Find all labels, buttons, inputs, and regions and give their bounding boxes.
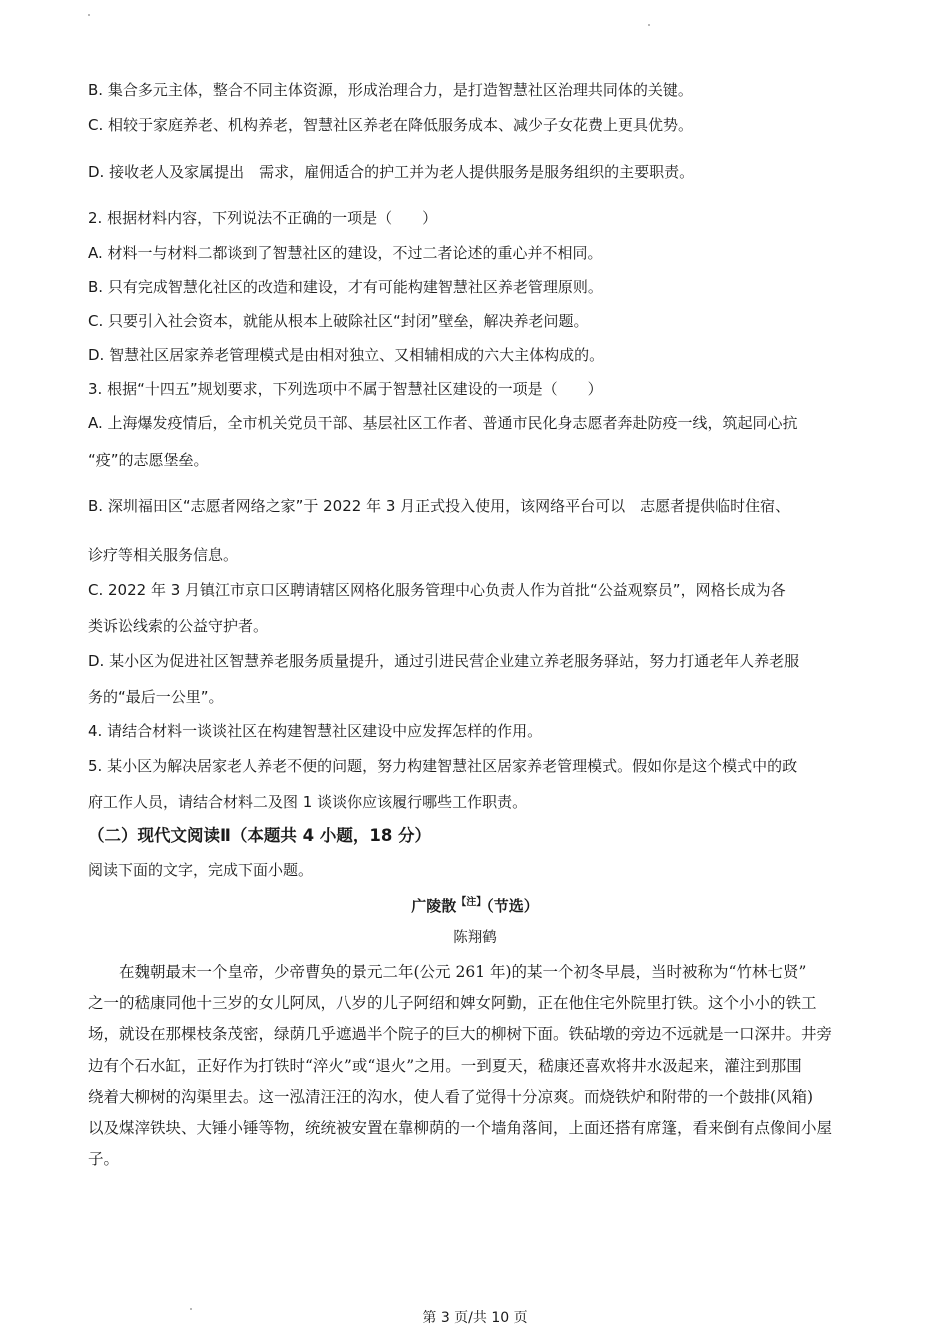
- option-3c-line1: C. 2022 年 3 月镇江市京口区聘请辖区网格化服务管理中心负责人作为首批“公益观察员”，网格长成为各: [88, 581, 786, 599]
- option-2d: D. 智慧社区居家养老管理模式是由相对独立、又相辅相成的六大主体构成的。: [88, 346, 605, 364]
- article-line: 之一的嵇康同他十三岁的女儿阿凤，八岁的儿子阿绍和婢女阿勤，正在他住宅外院里打铁。这个小小的铁工: [88, 994, 817, 1012]
- scan-mark: [88, 14, 90, 16]
- option-3b-line1: B. 深圳福田区“志愿者网络之家”于 2022 年 3 月正式投入使用，该网络平台可以 志愿者提供临时住宿、: [88, 497, 791, 515]
- option-3c-line2: 类诉讼线索的公益守护者。: [88, 617, 269, 635]
- option-3a-line1: A. 上海爆发疫情后，全市机关党员干部、基层社区工作者、普通市民化身志愿者奔赴防疫一线，筑起同心抗: [88, 414, 798, 432]
- section-heading: （二）现代文阅读Ⅱ（本题共 4 小题，18 分）: [88, 826, 432, 845]
- page-footer: 第 3 页/共 10 页: [422, 1310, 528, 1326]
- option-3d-line2: 务的“最后一公里”。: [88, 688, 224, 706]
- article-line: 以及煤滓铁块、大锤小锤等物，统统被安置在靠柳荫的一个墙角落间，上面还搭有席篷，看来倒有点像间小屋: [88, 1119, 833, 1138]
- article-paragraph: [88, 957, 866, 988]
- article-title: [0, 893, 950, 916]
- article-title-text: 广陵散: [411, 897, 457, 915]
- article-line: 在魏朝最末一个皇帝，少帝曹奂的景元二年(公元 261 年)的某一个初冬早晨，当时被称为“竹林七贤”: [119, 963, 807, 981]
- article-author: 陈翔鹤: [453, 930, 497, 946]
- question-5-line1: 5. 某小区为解决居家老人养老不便的问题，努力构建智慧社区居家养老管理模式。假如你是这个模式中的政: [88, 757, 798, 775]
- option-2a: A. 材料一与材料二都谈到了智慧社区的建设，不过二者论述的重心并不相同。: [88, 244, 603, 262]
- note-mark: 【注】: [456, 897, 487, 908]
- question-5-line2: 府工作人员，请结合材料二及图 1 谈谈你应该履行哪些工作职责。: [88, 793, 528, 811]
- option-3a-line2: “疫”的志愿堡垒。: [88, 451, 209, 469]
- article-line: 场，就设在那棵枝条茂密，绿荫几乎遮過半个院子的巨大的柳树下面。铁砧墩的旁边不远就是一口深井。井旁: [88, 1025, 833, 1044]
- reading-instruction: 阅读下面的文字，完成下面小题。: [88, 861, 314, 879]
- article-title-suffix: （节选）: [486, 897, 539, 915]
- question-3-stem: 3. 根据“十四五”规划要求，下列选项中不属于智慧社区建设的一项是（ ）: [88, 380, 603, 398]
- option-1b: B. 集合多元主体，整合不同主体资源，形成治理合力，是打造智慧社区治理共同体的关键。: [88, 81, 693, 99]
- option-1d: D. 接收老人及家属提出 需求，雇佣适合的护工并为老人提供服务是服务组织的主要职责。: [88, 163, 695, 181]
- scan-mark: [648, 24, 650, 26]
- option-3b-line2: 诊疗等相关服务信息。: [88, 546, 239, 564]
- option-1c: C. 相较于家庭养老、机构养老，智慧社区养老在降低服务成本、减少子女花费上更具优势。: [88, 116, 694, 134]
- article-line: 绕着大柳树的沟渠里去。这一泓清汪汪的沟水，使人看了觉得十分凉爽。而烧铁炉和附带的一个鼓排(风箱): [88, 1087, 814, 1106]
- question-2-stem: 2. 根据材料内容，下列说法不正确的一项是（ ）: [88, 209, 438, 227]
- question-4: 4. 请结合材料一谈谈社区在构建智慧社区建设中应发挥怎样的作用。: [88, 722, 543, 740]
- article-line: 边有个石水缸，正好作为打铁时“淬火”或“退火”之用。一到夏天，嵇康还喜欢将井水汲起来，灌注到那围: [88, 1056, 802, 1075]
- article-paragraph-continued: [88, 988, 866, 1176]
- option-2b: B. 只有完成智慧化社区的改造和建设，才有可能构建智慧社区养老管理原则。: [88, 278, 603, 296]
- option-3d-line1: D. 某小区为促进社区智慧养老服务质量提升，通过引进民营企业建立养老服务驿站，努力打通老年人养老服: [88, 652, 800, 670]
- article-line: 子。: [88, 1150, 120, 1169]
- option-2c: C. 只要引入社会资本，就能从根本上破除社区“封闭”壁垒，解决养老问题。: [88, 312, 589, 330]
